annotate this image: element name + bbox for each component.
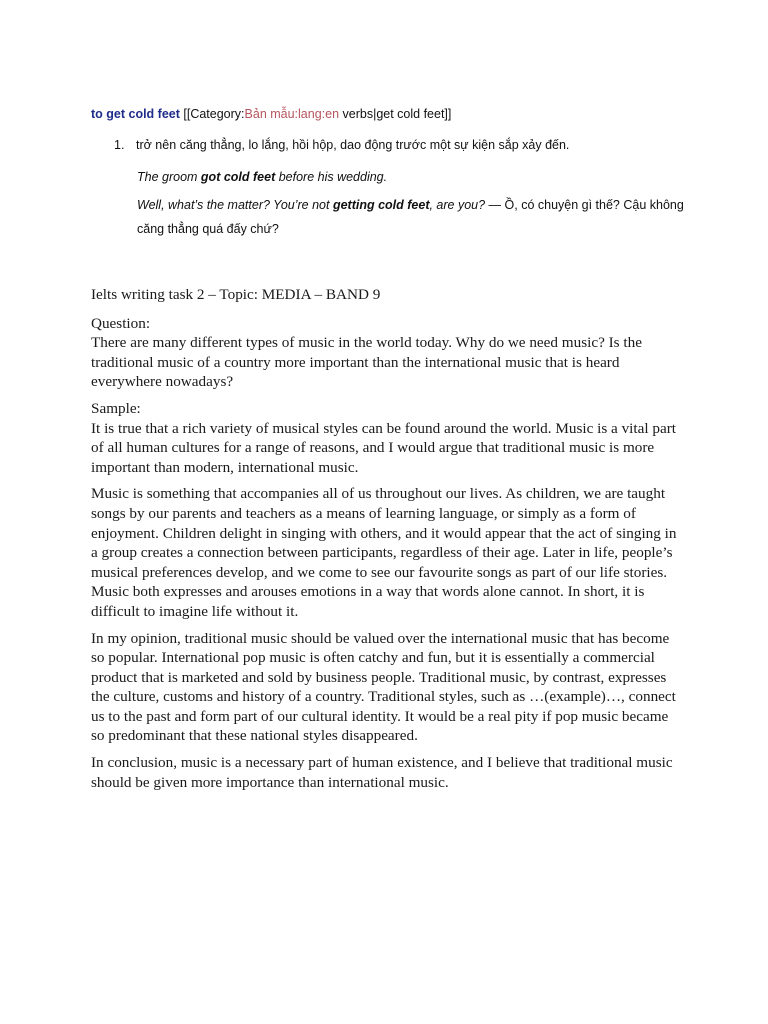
example-2-part-a: Well, what’s the matter? You’re not bbox=[137, 198, 333, 212]
sample-paragraph-2: Music is something that accompanies all of us throughout our lives. As children, we are taught songs by our parents and teachers as a means of learning language, or simply as a form of enjoyment. Children delight in singing with others, and it would appear that the act of singing in a group creates a connection between participants, regardless of their age. Later in life, people’s musical preferences develop, and we come to see our favourite songs as part of our life stories. Music both expresses and arouses emotions in a way that words alone cannot. In short, it is difficult to imagine life without it. bbox=[91, 485, 677, 620]
question-text: There are many different types of music in the world today. Why do we need music? Is the traditional music of a country more important than the international music that is heard everywhere nowadays? bbox=[91, 334, 642, 391]
essay-title: Ielts writing task 2 – Topic: MEDIA – BAND 9 bbox=[91, 286, 381, 303]
example-2-translation: — Ồ, có chuyện gì thế? Cậu không căng thẳng quá đấy chứ? bbox=[137, 198, 684, 236]
sample-paragraph-1: It is true that a rich variety of musical styles can be found around the world. Music is a vital part of all human cultures for a range of reasons, and I would argue that traditional music is more important than modern, international music. bbox=[91, 419, 676, 476]
entry-term: to get cold feet bbox=[91, 107, 180, 121]
sample-paragraph-3: In my opinion, traditional music should be valued over the international music that has become so popular. International pop music is often catchy and fun, but it is essentially a commercial product that is marketed and sold by business people. Traditional music, by contrast, expresses the culture, customs and history of a country. Traditional styles, such as …(example)…, connect us to the past and form part of our cultural identity. It would be a real pity if pop music became so predominant that these national styles disappeared. bbox=[91, 629, 676, 745]
category-open: [[Category: bbox=[179, 107, 245, 121]
category-close: verbs|get cold feet]] bbox=[339, 107, 452, 121]
example-1-part-a: The groom bbox=[137, 170, 201, 184]
definition-number: 1. bbox=[114, 138, 125, 152]
example-1-part-c: before his wedding. bbox=[275, 170, 388, 184]
category-link[interactable]: Bản mẫu:lang:en bbox=[244, 107, 340, 121]
dictionary-entry-header bbox=[91, 107, 451, 121]
definition-text: trở nên căng thẳng, lo lắng, hồi hộp, dao động trước một sự kiện sắp xảy đến. bbox=[136, 138, 570, 152]
example-sentence-1 bbox=[137, 170, 387, 184]
example-1-highlight: got cold feet bbox=[200, 170, 276, 184]
example-sentence-2 bbox=[137, 193, 697, 241]
sample-label: Sample: bbox=[91, 399, 141, 417]
example-2-highlight: getting cold feet bbox=[332, 198, 430, 212]
question-label: Question: bbox=[91, 314, 151, 332]
sample-paragraph-4: In conclusion, music is a necessary part of human existence, and I believe that traditional music should be given more importance than international music. bbox=[91, 754, 673, 791]
example-2-part-c: , are you? bbox=[429, 198, 486, 212]
essay-section bbox=[91, 285, 681, 799]
definition-item bbox=[114, 138, 569, 152]
